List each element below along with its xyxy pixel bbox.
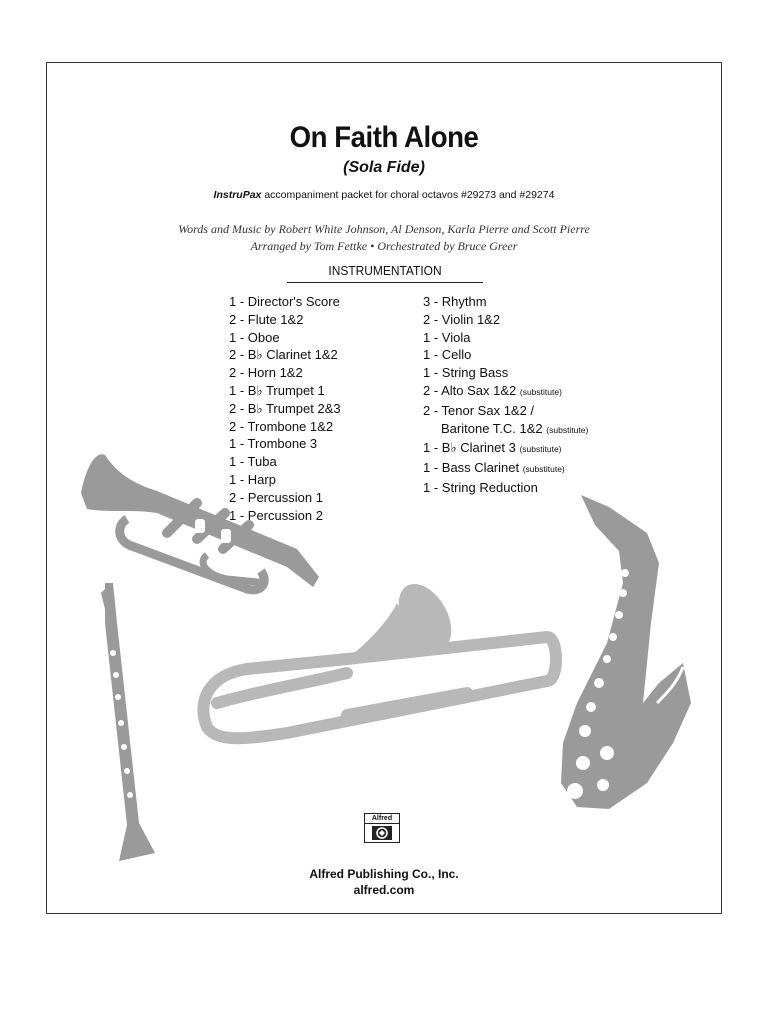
instrument-row — [423, 293, 588, 311]
instrument-row: 2 - Horn 1&2 — [229, 365, 303, 381]
instrument-row: 2 - Percussion 1 — [229, 489, 323, 505]
instrument-label: 1 - String Bass — [423, 365, 509, 381]
instrument-label: 1 - Viola — [423, 329, 471, 345]
substitute-note: (substitute) — [546, 424, 589, 435]
credits-arrangers: Arranged by Tom Fettke • Orchestrated by Bruce Greer — [250, 239, 518, 253]
instrument-row: 1 - Percussion 2 — [229, 507, 323, 523]
instrument-label: 3 - Rhythm — [423, 294, 487, 309]
instrument-row — [423, 346, 588, 364]
substitute-note: (substitute) — [519, 386, 562, 397]
instrument-label: 1 - Cello — [423, 347, 472, 363]
instrument-row: 1 - Harp — [229, 471, 276, 487]
instrument-row — [423, 364, 588, 382]
instrument-row: 1 - B♭ Trumpet 1 — [229, 382, 325, 398]
packet-text: accompaniment packet for choral octavos #29273 and #29274 — [261, 189, 555, 201]
instrumentation-heading: INSTRUMENTATION — [328, 263, 442, 278]
clarinet-illustration — [101, 583, 155, 861]
instrumentation-right-column — [423, 293, 588, 497]
instrument-row — [423, 459, 588, 479]
alfred-logo-text: Alfred — [365, 814, 399, 824]
instrument-row — [423, 382, 588, 402]
instrument-row: 2 - Flute 1&2 — [229, 311, 304, 327]
alfred-logo — [364, 813, 400, 843]
instrument-row: 1 - Trombone 3 — [229, 436, 318, 452]
trombone-illustration — [203, 575, 556, 738]
instrument-label: 1 - String Reduction — [423, 479, 538, 495]
substitute-note: (substitute) — [522, 464, 565, 475]
instrument-row: 2 - B♭ Trumpet 2&3 — [229, 400, 341, 416]
instrument-row: 1 - Oboe — [229, 329, 280, 345]
instrument-label: 2 - Tenor Sax 1&2 / — [423, 402, 535, 418]
instrument-row: 1 - Tuba — [229, 454, 277, 470]
packet-description — [47, 189, 721, 201]
instrument-row — [423, 329, 588, 347]
instrument-row — [423, 420, 588, 440]
cover-frame — [46, 62, 722, 914]
instrument-row — [423, 402, 588, 420]
instrument-label: 1 - Bass Clarinet — [423, 460, 520, 476]
substitute-note: (substitute) — [519, 444, 562, 455]
instrument-label: 2 - Violin 1&2 — [423, 311, 501, 327]
instrument-label: 1 - B♭ Clarinet 3 — [423, 440, 516, 456]
saxophone-illustration — [561, 495, 691, 809]
instrument-row — [423, 439, 588, 459]
instrument-row: 1 - Director's Score — [229, 294, 340, 309]
credits-authors: Words and Music by Robert White Johnson, Al Denson, Karla Pierre and Scott Pierre — [178, 222, 590, 236]
alfred-logo-mark-icon — [365, 824, 399, 842]
instrument-row: 2 - B♭ Clarinet 1&2 — [229, 347, 338, 363]
piece-title: On Faith Alone — [289, 121, 479, 154]
instrupax-brand: InstruPax — [213, 189, 262, 201]
instrument-row: 2 - Trombone 1&2 — [229, 418, 334, 434]
instrument-row — [423, 479, 588, 497]
instrumentation-rule — [287, 282, 483, 283]
piece-subtitle: (Sola Fide) — [343, 159, 425, 176]
instrument-row — [423, 311, 588, 329]
instrumentation-left-column — [229, 293, 341, 524]
credits — [47, 221, 721, 255]
publisher-website: alfred.com — [353, 883, 415, 897]
instrument-label: Baritone T.C. 1&2 — [441, 420, 543, 436]
instrument-label: 2 - Alto Sax 1&2 — [423, 382, 517, 398]
publisher-name: Alfred Publishing Co., Inc. — [309, 867, 459, 881]
